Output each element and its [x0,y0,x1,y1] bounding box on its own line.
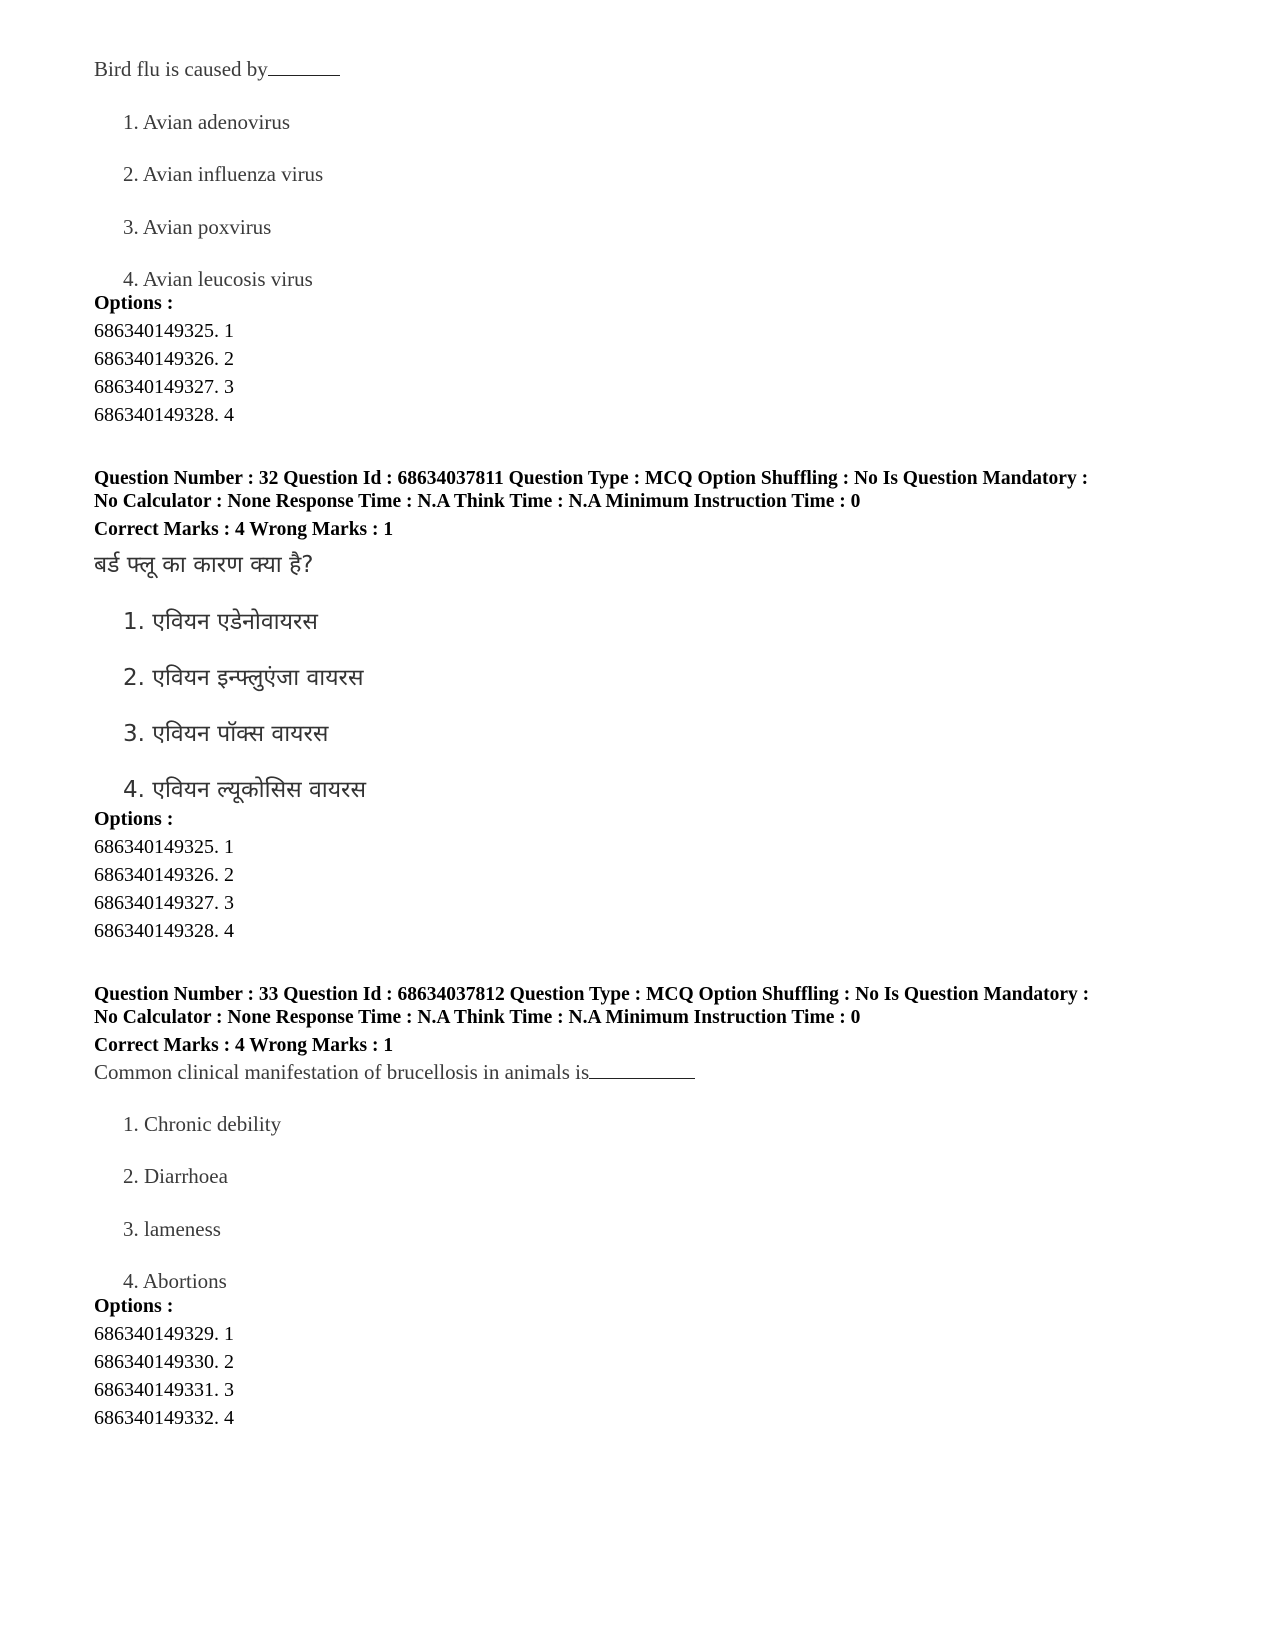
q33-marks: Correct Marks : 4 Wrong Marks : 1 [94,1035,394,1056]
q33-choice-2: 2. Diarrhoea [123,1164,228,1188]
q32-option-2: 686340149326. 2 [94,864,234,886]
answer-blank [268,57,340,76]
q33-option-2: 686340149330. 2 [94,1351,234,1373]
q33-options-label: Options : [94,1295,174,1317]
q33-meta-line-2: No Calculator : None Response Time : N.A Think Time : N.A Minimum Instruction Time : 0 [94,1007,861,1028]
q32-marks: Correct Marks : 4 Wrong Marks : 1 [94,519,394,540]
q32-option-3: 686340149327. 3 [94,892,234,914]
q33-option-4: 686340149332. 4 [94,1407,234,1429]
q31-choice-2: 2. Avian influenza virus [123,162,324,186]
q31-choice-4: 4. Avian leucosis virus [123,267,313,291]
q33-meta-line-1: Question Number : 33 Question Id : 68634037812 Question Type : MCQ Option Shuffling : No Is Question Mandatory : [94,984,1090,1005]
question-33-text: Common clinical manifestation of brucellosis in animals is [94,1060,695,1085]
q33-option-3: 686340149331. 3 [94,1379,234,1401]
q32-option-4: 686340149328. 4 [94,920,234,942]
q31-choice-3: 3. Avian poxvirus [123,215,272,239]
answer-blank [589,1060,695,1079]
q33-option-1: 686340149329. 1 [94,1323,234,1345]
q32-options-label: Options : [94,808,174,830]
q31-option-1: 686340149325. 1 [94,320,234,342]
q32-meta-line-1: Question Number : 32 Question Id : 68634037811 Question Type : MCQ Option Shuffling : No Is Question Mandatory : [94,468,1089,489]
q32-choice-2: 2. एवियन इन्फ्लुएंजा वायरस [123,665,364,691]
q31-option-4: 686340149328. 4 [94,404,234,426]
q32-option-1: 686340149325. 1 [94,836,234,858]
q31-options-label: Options : [94,292,174,314]
q31-option-3: 686340149327. 3 [94,376,234,398]
q33-choice-4: 4. Abortions [123,1269,227,1293]
q31-option-2: 686340149326. 2 [94,348,234,370]
q31-choice-1: 1. Avian adenovirus [123,110,290,134]
q33-choice-3: 3. lameness [123,1217,221,1241]
question-31-text: Bird flu is caused by [94,57,340,82]
q32-meta-line-2: No Calculator : None Response Time : N.A Think Time : N.A Minimum Instruction Time : 0 [94,491,861,512]
question-32-text: बर्ड फ्लू का कारण क्या है? [94,552,314,578]
q32-choice-3: 3. एवियन पॉक्स वायरस [123,721,329,747]
q33-choice-1: 1. Chronic debility [123,1112,282,1136]
q32-choice-4: 4. एवियन ल्यूकोसिस वायरस [123,777,367,803]
q32-choice-1: 1. एवियन एडेनोवायरस [123,609,318,635]
